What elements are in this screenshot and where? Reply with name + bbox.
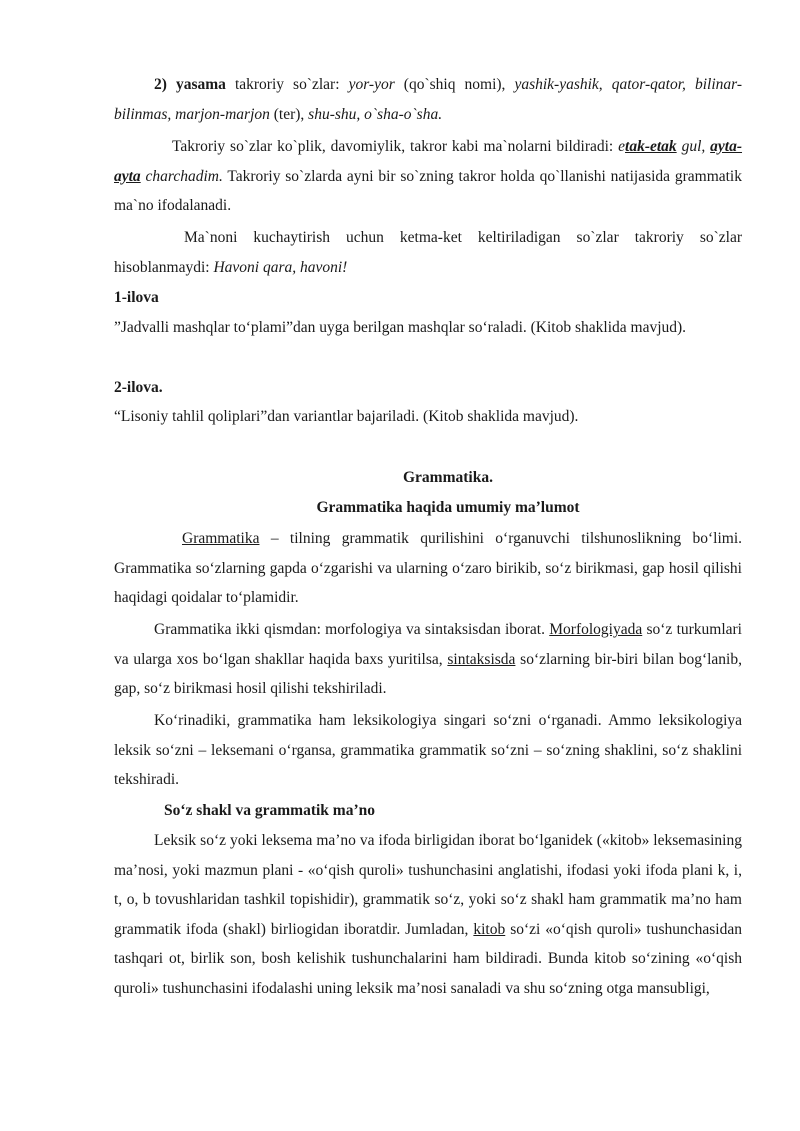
term-sintaksis: sintaksisda — [447, 650, 516, 668]
paragraph-leksikologiya: Ko‘rinadiki, grammatika ham leksikologiya singari so‘zni o‘rganadi. Ammo leksikologiya leksik so‘zni – leksemani o‘rgansa, grammatika grammatik so‘zni – so‘zning shaklini, so‘z shaklini tekshiradi. — [114, 712, 742, 789]
bold-lead: 2) yasama — [154, 76, 226, 93]
ilova-1-heading: 1-ilova — [114, 289, 159, 306]
paragraph-grammatika-qismlar: Grammatika ikki qismdan: morfologiya va sintaksisdan iborat. Morfologiyada so‘z turkumlari va ularga xos bo‘lgan shakllar haqida baxs yuritilsa, sintaksisda so‘zlarning bir-biri bilan bog‘lanib, gap, so‘z birikmasi hosil qilishi tekshiriladi. — [114, 621, 742, 698]
term-morfologiya: Morfologiyada — [549, 621, 643, 638]
ilova-2-text: “Lisoniy tahlil qoliplari”dan variantlar bajariladi. (Kitob shaklida mavjud). — [114, 408, 579, 425]
section-subtitle: Grammatika haqida umumiy ma’lumot — [316, 499, 580, 516]
paragraph-leksik-soz: Leksik so‘z yoki leksema ma’no va ifoda birligidan iborat bo‘lganidek («kitob» leksemasining ma’nosi, yoki mazmun plani - «o‘qish quroli» tushunchasini anglatishi, ifodasi yoki ifoda plani k, i, t, o, b tovushlaridan tashkil topishidir), grammatik so‘z, yoki so‘z shakl ham grammatik ma’no ham grammatik ifoda (shakl) birliogidan iboratdir. Jumladan, kitob so‘zi «o‘qish quroli» tushunchasidan tashqari ot, birlik son, bosh kelishik tushunchalarini ham bildiradi. Bunda kitob so‘zining «o‘qish quroli» tushunchasini ifodalashi uning leksik ma’nosi sanaladi va shu so‘zning otga mansubligi, — [114, 832, 742, 997]
term-kitob: kitob — [473, 920, 506, 938]
paragraph-takroriy-manolar: Takroriy so`zlar ko`plik, davomiylik, takror kabi ma`nolarni bildiradi: etak-etak gul, ayta-ayta charchadim. Takroriy so`zlarda ayni bir so`zning takror holda qo`llanishi natijasida grammatik ma`no ifodalanadi. — [114, 138, 743, 215]
paragraph-grammatika-tarif: Grammatika – tilning grammatik qurilishini o‘rganuvchi tilshunoslikning bo‘limi. Grammatika so‘zlarning gapda o‘zgarishi va ularning o‘zaro birikib, so‘z birikmasi, gap hosil qilishi haqidagi qoidalar to‘plamidir. — [114, 530, 742, 607]
paragraph-yasama-takroriy: 2) yasama takroriy so`zlar: yor-yor (qo`shiq nomi), yashik-yashik, qator-qator, bilinar-bilinmas, marjon-marjon (ter), shu-shu, o`sha-o`sha. — [114, 76, 743, 123]
paragraph-kuchaytirish: Ma`noni kuchaytirish uchun ketma-ket keltiriladigan so`zlar takroriy so`zlar hisoblanmaydi: Havoni qara, havoni! — [114, 229, 742, 276]
example-tak-etak: tak-etak — [625, 138, 677, 155]
ilova-2-heading: 2-ilova. — [114, 379, 163, 396]
ilova-1-text: ”Jadvalli mashqlar to‘plami”dan uyga berilgan mashqlar so‘raladi. (Kitob shaklida mavjud). — [114, 319, 687, 336]
term-grammatika: Grammatika — [182, 530, 260, 547]
subheading-soz-shakl: So‘z shakl va grammatik ma’no — [164, 802, 375, 819]
example-ayta-ayta: ayta-ayta — [114, 138, 743, 185]
section-title: Grammatika. — [403, 469, 493, 486]
